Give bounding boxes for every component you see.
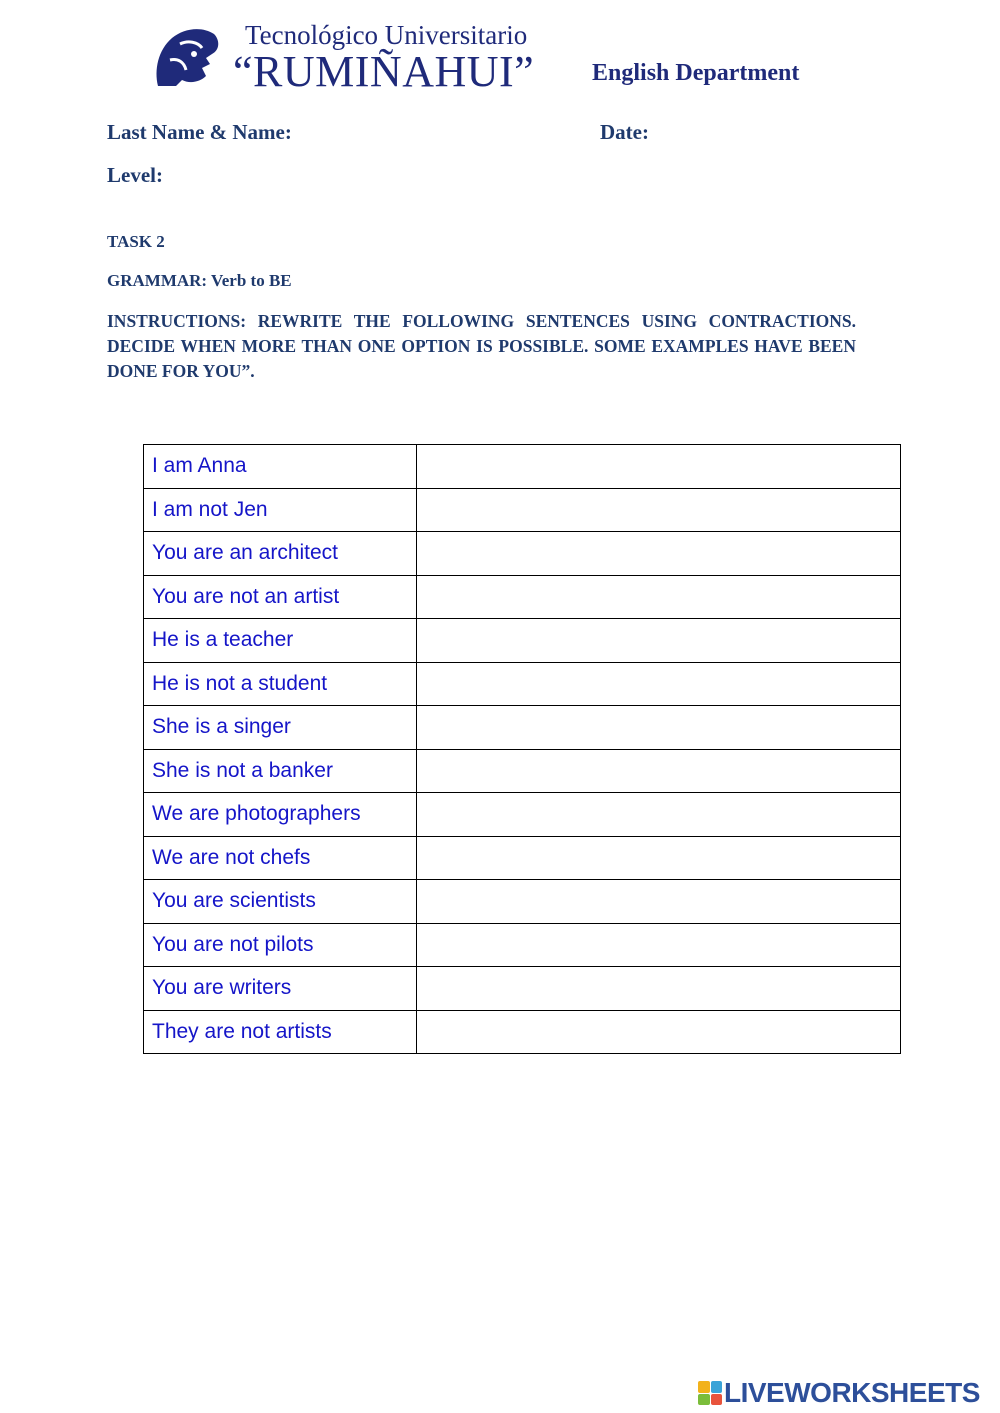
table-row <box>144 923 901 967</box>
table-row <box>144 1010 901 1054</box>
answer-cell[interactable] <box>416 619 900 663</box>
department-title: English Department <box>592 60 800 86</box>
school-name-line2: “RUMIÑAHUI” <box>233 47 535 96</box>
answer-cell[interactable] <box>416 880 900 924</box>
sentence-cell: He is not a student <box>144 662 417 706</box>
table-row <box>144 880 901 924</box>
table-row <box>144 488 901 532</box>
grammar-title: GRAMMAR: Verb to BE <box>107 271 292 290</box>
table-row <box>144 793 901 837</box>
level-label: Level: <box>107 163 163 187</box>
answer-cell[interactable] <box>416 836 900 880</box>
liveworksheets-logo-icon <box>698 1381 722 1405</box>
warrior-head-logo-icon <box>150 24 222 94</box>
name-label: Last Name & Name: <box>107 120 292 144</box>
sentence-cell: You are not pilots <box>144 923 417 967</box>
answer-cell[interactable] <box>416 706 900 750</box>
table-row <box>144 967 901 1011</box>
sentence-cell: We are not chefs <box>144 836 417 880</box>
table-row <box>144 575 901 619</box>
liveworksheets-brand <box>698 1378 980 1408</box>
table-row <box>144 532 901 576</box>
sentence-cell: You are writers <box>144 967 417 1011</box>
sentence-cell: You are an architect <box>144 532 417 576</box>
task-title: TASK 2 <box>107 232 165 251</box>
sentence-cell: You are scientists <box>144 880 417 924</box>
date-label: Date: <box>600 120 649 144</box>
answer-cell[interactable] <box>416 1010 900 1054</box>
sentence-cell: I am Anna <box>144 445 417 489</box>
table-row <box>144 662 901 706</box>
school-name-line1: Tecnológico Universitario <box>245 20 528 50</box>
sentence-cell: I am not Jen <box>144 488 417 532</box>
answer-cell[interactable] <box>416 662 900 706</box>
table-row <box>144 706 901 750</box>
sentence-cell: He is a teacher <box>144 619 417 663</box>
sentence-cell: They are not artists <box>144 1010 417 1054</box>
sentence-cell: She is a singer <box>144 706 417 750</box>
sentence-cell: We are photographers <box>144 793 417 837</box>
answer-cell[interactable] <box>416 575 900 619</box>
sentence-cell: You are not an artist <box>144 575 417 619</box>
instructions-text: INSTRUCTIONS: REWRITE THE FOLLOWING SENTENCES USING CONTRACTIONS. DECIDE WHEN MORE THAN ONE OPTION IS POSSIBLE. SOME EXAMPLES HAVE BEEN DONE FOR YOU”. <box>107 311 856 381</box>
table-row <box>144 619 901 663</box>
answer-cell[interactable] <box>416 967 900 1011</box>
answer-cell[interactable] <box>416 793 900 837</box>
answer-cell[interactable] <box>416 488 900 532</box>
answer-cell[interactable] <box>416 445 900 489</box>
answer-cell[interactable] <box>416 923 900 967</box>
brand-text: LIVEWORKSHEETS <box>724 1377 980 1408</box>
exercise-table <box>143 444 901 1054</box>
answer-cell[interactable] <box>416 749 900 793</box>
answer-cell[interactable] <box>416 532 900 576</box>
table-row <box>144 749 901 793</box>
sentence-cell: She is not a banker <box>144 749 417 793</box>
table-row <box>144 445 901 489</box>
table-row <box>144 836 901 880</box>
